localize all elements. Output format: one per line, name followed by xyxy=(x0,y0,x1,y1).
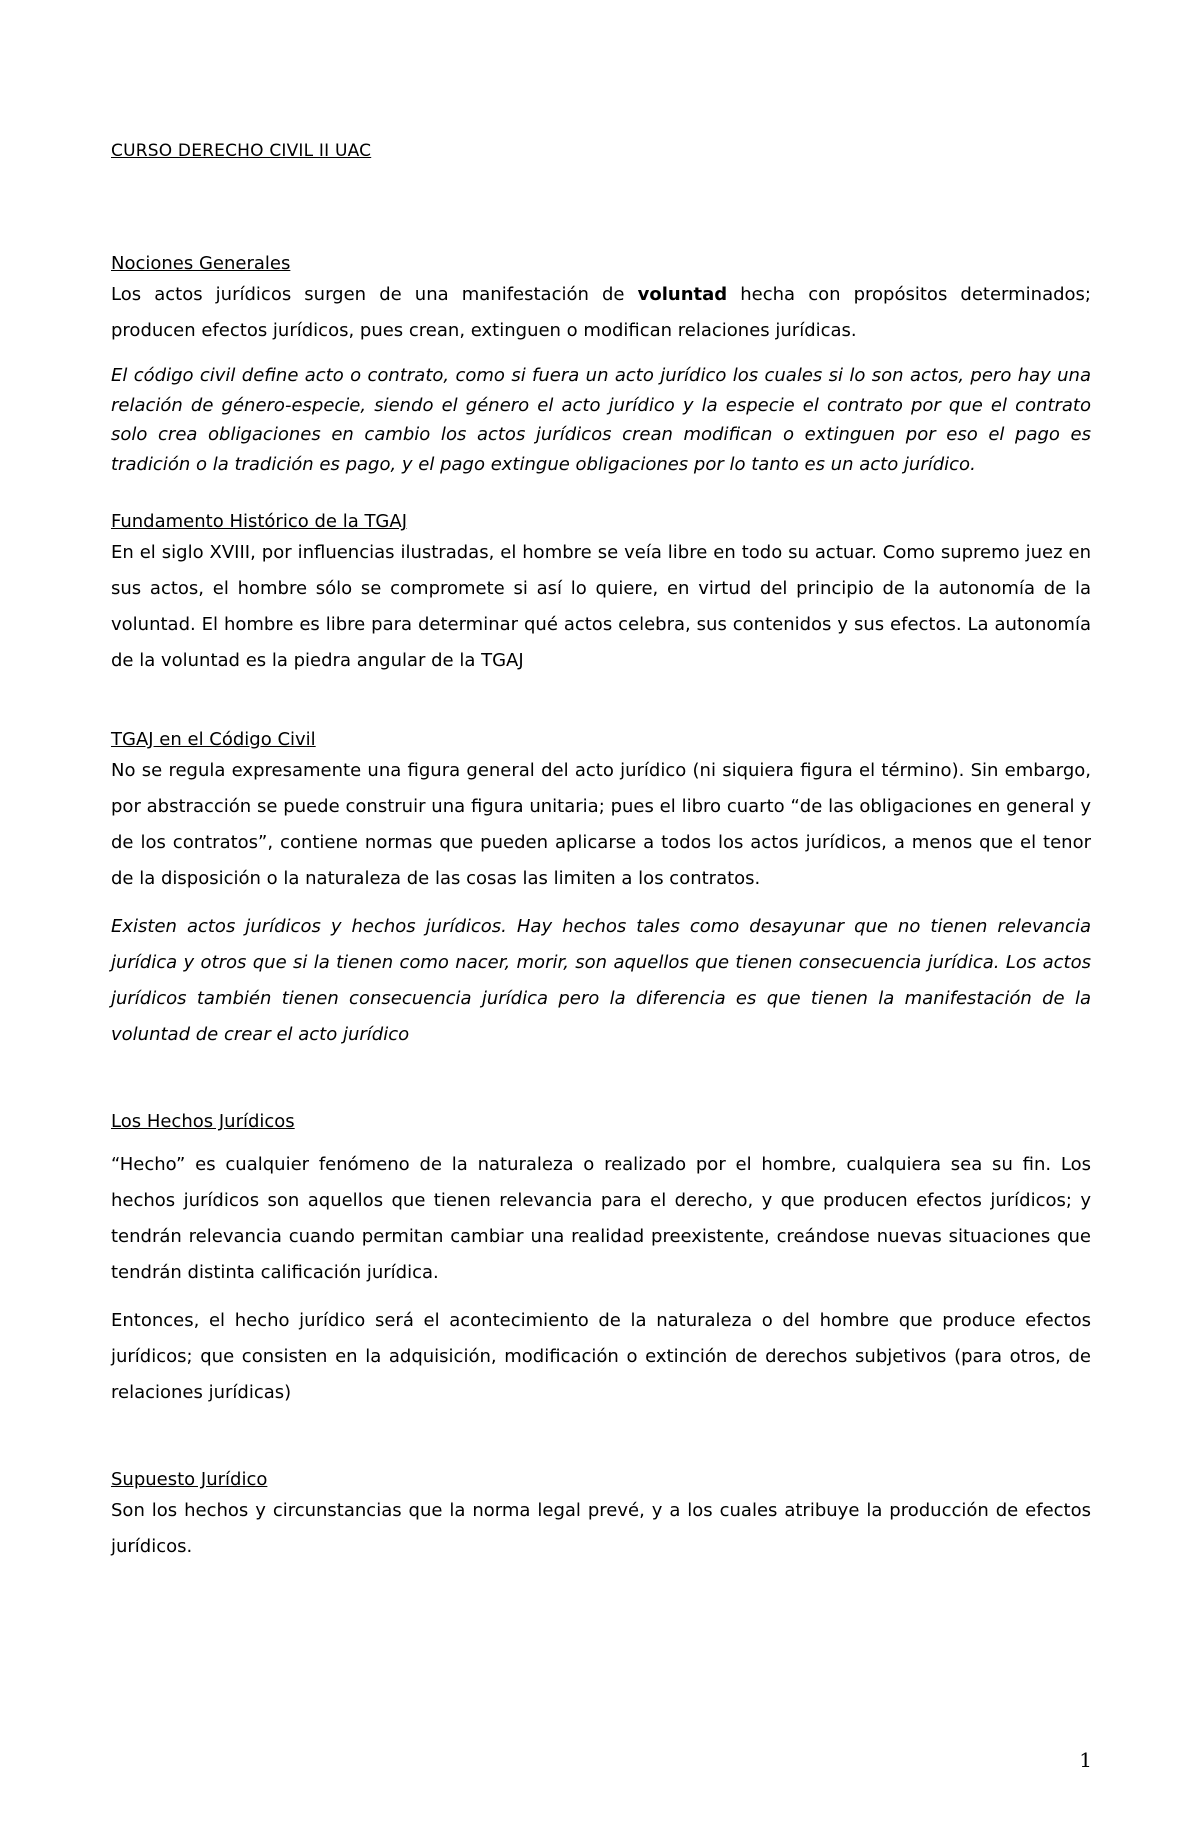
paragraph-tgaj-codigo-1: No se regula expresamente una figura general del acto jurídico (ni siquiera figura el término). Sin embargo, por abstracción se puede construir una figura unitaria; pues el libro cuarto “de las obligaciones en general y de los contratos”, contiene normas que pueden aplicarse a todos los actos jurídicos, a menos que el tenor de la disposición o la naturaleza de las cosas las limiten a los contratos. xyxy=(111,760,1091,889)
section-heading-tgaj-codigo: TGAJ en el Código Civil xyxy=(111,729,316,750)
document-body xyxy=(111,141,1091,1565)
paragraph-text: hecha con propósitos determinados; producen efectos jurídicos, pues crean, extinguen o modifican relaciones jurídicas. xyxy=(111,284,1091,341)
paragraph-tgaj-codigo-2-italic: Existen actos jurídicos y hechos jurídicos. Hay hechos tales como desayunar que no tienen relevancia jurídica y otros que si la tienen como nacer, morir, son aquellos que tienen consecuencia jurídica. Los actos jurídicos también tienen consecuencia jurídica pero la diferencia es que tienen la manifestación de la voluntad de crear el acto jurídico xyxy=(111,916,1091,1045)
document-title: CURSO DERECHO CIVIL II UAC xyxy=(111,141,372,161)
paragraph-hechos-1: “Hecho” es cualquier fenómeno de la naturaleza o realizado por el hombre, cualquiera sea su fin. Los hechos jurídicos son aquellos que tienen relevancia para el derecho, y que producen efectos jurídicos; y tendrán relevancia cuando permitan cambiar una realidad preexistente, creándose nuevas situaciones que tendrán distinta calificación jurídica. xyxy=(111,1154,1091,1283)
paragraph-fundamento-1: En el siglo XVIII, por influencias ilustradas, el hombre se veía libre en todo su actuar. Como supremo juez en sus actos, el hombre sólo se compromete si así lo quiere, en virtud del principio de la autonomía de la voluntad. El hombre es libre para determinar qué actos celebra, sus contenidos y sus efectos. La autonomía de la voluntad es la piedra angular de la TGAJ xyxy=(111,542,1091,671)
section-heading-hechos: Los Hechos Jurídicos xyxy=(111,1111,295,1132)
section-heading-fundamento: Fundamento Histórico de la TGAJ xyxy=(111,511,408,532)
paragraph-supuesto-1: Son los hechos y circunstancias que la norma legal prevé, y a los cuales atribuye la producción de efectos jurídicos. xyxy=(111,1500,1091,1557)
paragraph-nociones-2-italic: El código civil define acto o contrato, como si fuera un acto jurídico los cuales si lo son actos, pero hay una relación de género-especie, siendo el género el acto jurídico y la especie el contrato por que el contrato solo crea obligaciones en cambio los actos jurídicos crean modifican o extinguen por eso el pago es tradición o la tradición es pago, y el pago extingue obligaciones por lo tanto es un acto jurídico. xyxy=(111,365,1091,475)
paragraph-text: Los actos jurídicos surgen de una manifestación de xyxy=(111,284,638,305)
section-heading-supuesto: Supuesto Jurídico xyxy=(111,1469,268,1490)
section-heading-nociones: Nociones Generales xyxy=(111,253,291,274)
bold-term-voluntad: voluntad xyxy=(637,284,728,305)
page-number: 1 xyxy=(1079,1748,1092,1772)
paragraph-hechos-2: Entonces, el hecho jurídico será el acontecimiento de la naturaleza o del hombre que produce efectos jurídicos; que consisten en la adquisición, modificación o extinción de derechos subjetivos (para otros, de relaciones jurídicas) xyxy=(111,1310,1091,1403)
paragraph-nociones-1 xyxy=(111,277,1091,349)
